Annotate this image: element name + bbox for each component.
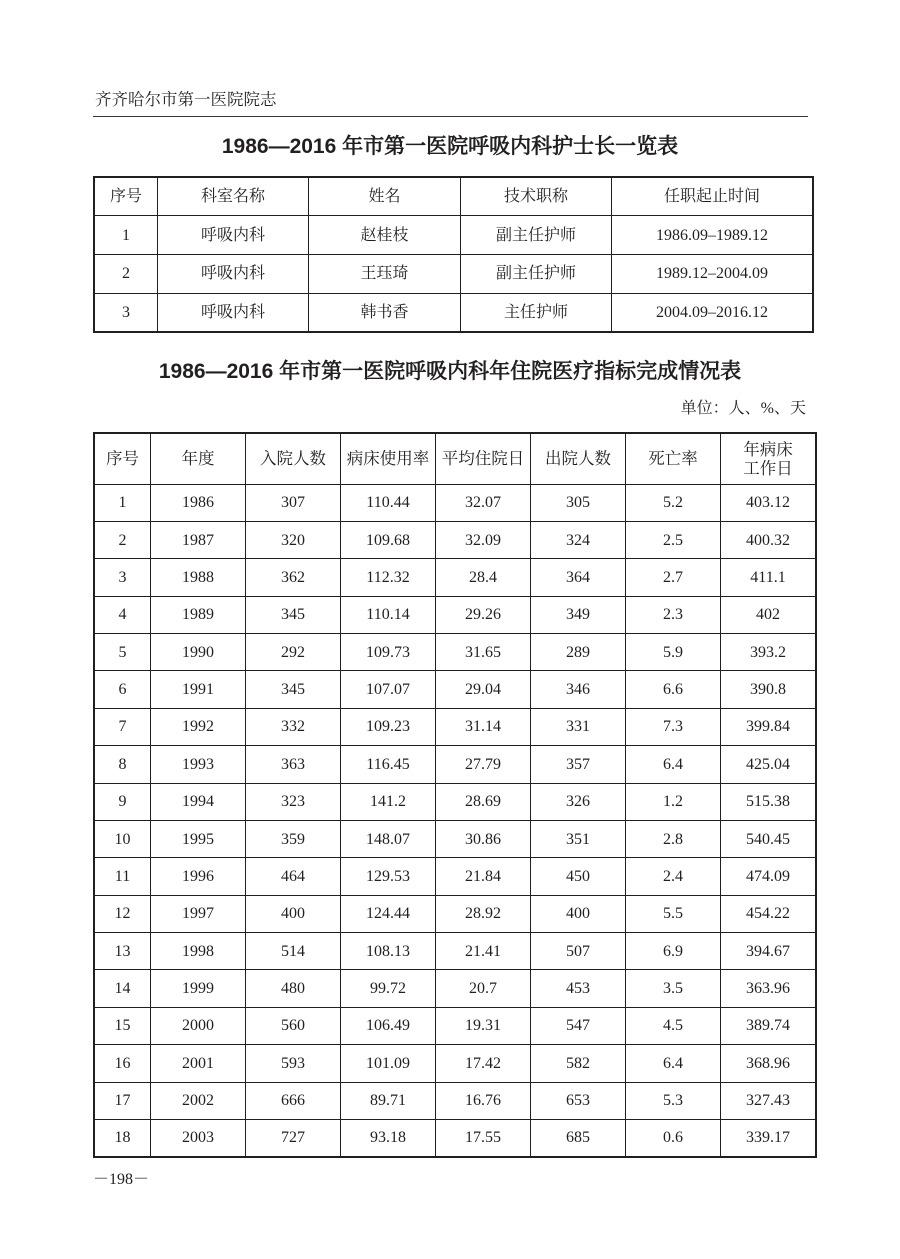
col-header-mortality-rate: 死亡率 (626, 433, 721, 484)
cell-index: 13 (94, 933, 151, 970)
inpatient-indicators-table-title: 1986—2016 年市第一医院呼吸内科年住院医疗指标完成情况表 (158, 360, 742, 383)
cell-admissions: 363 (246, 746, 341, 783)
cell-average-stay: 30.86 (436, 820, 531, 857)
cell-admissions: 666 (246, 1082, 341, 1119)
table-row (94, 484, 816, 521)
cell-bed-working-days: 390.8 (721, 671, 817, 708)
table-row (94, 933, 816, 970)
table-header (94, 433, 816, 484)
cell-year: 1986 (151, 484, 246, 521)
table-row (94, 521, 816, 558)
cell-index: 3 (94, 293, 158, 332)
cell-year: 1989 (151, 596, 246, 633)
cell-bed-occupancy-rate: 106.49 (341, 1007, 436, 1044)
cell-index: 16 (94, 1045, 151, 1082)
cell-admissions: 560 (246, 1007, 341, 1044)
table-row (94, 858, 816, 895)
cell-year: 1990 (151, 634, 246, 671)
cell-bed-occupancy-rate: 99.72 (341, 970, 436, 1007)
col-header-year: 年度 (151, 433, 246, 484)
cell-department: 呼吸内科 (158, 255, 309, 294)
table-row (94, 596, 816, 633)
cell-mortality-rate: 6.6 (626, 671, 721, 708)
cell-index: 8 (94, 746, 151, 783)
head-nurse-table-title: 1986—2016 年市第一医院呼吸内科护士长一览表 (221, 135, 679, 158)
cell-mortality-rate: 1.2 (626, 783, 721, 820)
cell-admissions: 362 (246, 559, 341, 596)
cell-bed-occupancy-rate: 116.45 (341, 746, 436, 783)
cell-admissions: 345 (246, 596, 341, 633)
cell-discharges: 351 (531, 820, 626, 857)
cell-bed-working-days: 339.17 (721, 1119, 817, 1156)
table-row (94, 1007, 816, 1044)
cell-index: 15 (94, 1007, 151, 1044)
cell-average-stay: 17.55 (436, 1119, 531, 1156)
cell-bed-occupancy-rate: 110.14 (341, 596, 436, 633)
cell-discharges: 289 (531, 634, 626, 671)
cell-index: 1 (94, 484, 151, 521)
cell-admissions: 332 (246, 708, 341, 745)
col-header-average-stay: 平均住院日 (436, 433, 531, 484)
table-header (94, 177, 813, 216)
table-row (94, 820, 816, 857)
cell-mortality-rate: 2.3 (626, 596, 721, 633)
cell-average-stay: 28.69 (436, 783, 531, 820)
cell-bed-occupancy-rate: 141.2 (341, 783, 436, 820)
cell-department: 呼吸内科 (158, 293, 309, 332)
cell-bed-occupancy-rate: 89.71 (341, 1082, 436, 1119)
cell-index: 14 (94, 970, 151, 1007)
cell-name: 赵桂枝 (309, 216, 461, 255)
table-body (94, 216, 813, 332)
cell-year: 1987 (151, 521, 246, 558)
cell-index: 2 (94, 521, 151, 558)
cell-discharges: 507 (531, 933, 626, 970)
table-body (94, 484, 816, 1157)
cell-professional-title: 副主任护师 (461, 216, 612, 255)
cell-bed-occupancy-rate: 109.73 (341, 634, 436, 671)
table-row (94, 783, 816, 820)
cell-index: 3 (94, 559, 151, 596)
cell-name: 王珏琦 (309, 255, 461, 294)
cell-admissions: 464 (246, 858, 341, 895)
col-header-discharges: 出院人数 (531, 433, 626, 484)
table-header-row (94, 433, 816, 484)
table-row (94, 1082, 816, 1119)
table-row (94, 746, 816, 783)
cell-year: 1996 (151, 858, 246, 895)
cell-mortality-rate: 4.5 (626, 1007, 721, 1044)
cell-bed-occupancy-rate: 108.13 (341, 933, 436, 970)
cell-bed-occupancy-rate: 124.44 (341, 895, 436, 932)
cell-discharges: 324 (531, 521, 626, 558)
table-row (94, 970, 816, 1007)
cell-bed-working-days: 402 (721, 596, 817, 633)
head-nurse-table (93, 176, 814, 333)
cell-bed-occupancy-rate: 110.44 (341, 484, 436, 521)
cell-year: 1995 (151, 820, 246, 857)
cell-index: 9 (94, 783, 151, 820)
cell-discharges: 453 (531, 970, 626, 1007)
col-header-index: 序号 (94, 177, 158, 216)
cell-discharges: 305 (531, 484, 626, 521)
cell-mortality-rate: 6.4 (626, 1045, 721, 1082)
cell-admissions: 345 (246, 671, 341, 708)
cell-admissions: 514 (246, 933, 341, 970)
table-row (94, 895, 816, 932)
table-row (94, 1119, 816, 1156)
cell-admissions: 359 (246, 820, 341, 857)
cell-bed-working-days: 363.96 (721, 970, 817, 1007)
col-header-bed-working-days: 年病床 工作日 (721, 433, 817, 484)
cell-admissions: 400 (246, 895, 341, 932)
cell-index: 7 (94, 708, 151, 745)
cell-year: 1991 (151, 671, 246, 708)
cell-average-stay: 32.07 (436, 484, 531, 521)
cell-name: 韩书香 (309, 293, 461, 332)
cell-bed-working-days: 515.38 (721, 783, 817, 820)
cell-discharges: 582 (531, 1045, 626, 1082)
col-header-department: 科室名称 (158, 177, 309, 216)
cell-year: 1988 (151, 559, 246, 596)
header-rule (93, 116, 808, 117)
cell-mortality-rate: 2.8 (626, 820, 721, 857)
cell-index: 4 (94, 596, 151, 633)
cell-mortality-rate: 2.4 (626, 858, 721, 895)
cell-index: 5 (94, 634, 151, 671)
cell-average-stay: 27.79 (436, 746, 531, 783)
cell-bed-working-days: 454.22 (721, 895, 817, 932)
cell-year: 1994 (151, 783, 246, 820)
cell-bed-working-days: 474.09 (721, 858, 817, 895)
cell-index: 6 (94, 671, 151, 708)
cell-mortality-rate: 5.2 (626, 484, 721, 521)
cell-bed-working-days: 403.12 (721, 484, 817, 521)
cell-average-stay: 28.92 (436, 895, 531, 932)
cell-index: 17 (94, 1082, 151, 1119)
cell-discharges: 326 (531, 783, 626, 820)
cell-bed-occupancy-rate: 148.07 (341, 820, 436, 857)
cell-admissions: 292 (246, 634, 341, 671)
cell-admissions: 320 (246, 521, 341, 558)
cell-discharges: 450 (531, 858, 626, 895)
table-row (94, 216, 813, 255)
cell-discharges: 346 (531, 671, 626, 708)
cell-bed-occupancy-rate: 129.53 (341, 858, 436, 895)
cell-average-stay: 31.14 (436, 708, 531, 745)
cell-mortality-rate: 2.5 (626, 521, 721, 558)
cell-year: 1992 (151, 708, 246, 745)
cell-mortality-rate: 0.6 (626, 1119, 721, 1156)
cell-bed-occupancy-rate: 93.18 (341, 1119, 436, 1156)
cell-mortality-rate: 3.5 (626, 970, 721, 1007)
cell-mortality-rate: 5.5 (626, 895, 721, 932)
table-row (94, 708, 816, 745)
cell-average-stay: 19.31 (436, 1007, 531, 1044)
cell-admissions: 593 (246, 1045, 341, 1082)
cell-bed-working-days: 394.67 (721, 933, 817, 970)
cell-average-stay: 21.84 (436, 858, 531, 895)
cell-mortality-rate: 5.3 (626, 1082, 721, 1119)
cell-index: 1 (94, 216, 158, 255)
cell-index: 18 (94, 1119, 151, 1156)
cell-bed-working-days: 393.2 (721, 634, 817, 671)
cell-mortality-rate: 5.9 (626, 634, 721, 671)
cell-bed-occupancy-rate: 101.09 (341, 1045, 436, 1082)
cell-professional-title: 副主任护师 (461, 255, 612, 294)
cell-admissions: 727 (246, 1119, 341, 1156)
cell-year: 1997 (151, 895, 246, 932)
table-header-row (94, 177, 813, 216)
cell-bed-working-days: 411.1 (721, 559, 817, 596)
cell-average-stay: 29.26 (436, 596, 531, 633)
cell-bed-working-days: 540.45 (721, 820, 817, 857)
cell-year: 2001 (151, 1045, 246, 1082)
cell-bed-occupancy-rate: 112.32 (341, 559, 436, 596)
cell-mortality-rate: 2.7 (626, 559, 721, 596)
cell-bed-occupancy-rate: 109.68 (341, 521, 436, 558)
cell-bed-working-days: 327.43 (721, 1082, 817, 1119)
col-header-index: 序号 (94, 433, 151, 484)
cell-average-stay: 29.04 (436, 671, 531, 708)
cell-average-stay: 28.4 (436, 559, 531, 596)
col-header-tenure: 任职起止时间 (612, 177, 814, 216)
cell-bed-occupancy-rate: 107.07 (341, 671, 436, 708)
cell-tenure: 1986.09–1989.12 (612, 216, 814, 255)
cell-average-stay: 31.65 (436, 634, 531, 671)
cell-discharges: 364 (531, 559, 626, 596)
cell-average-stay: 21.41 (436, 933, 531, 970)
cell-index: 11 (94, 858, 151, 895)
cell-admissions: 480 (246, 970, 341, 1007)
cell-year: 1993 (151, 746, 246, 783)
cell-bed-working-days: 399.84 (721, 708, 817, 745)
cell-bed-working-days: 425.04 (721, 746, 817, 783)
cell-year: 2000 (151, 1007, 246, 1044)
cell-discharges: 349 (531, 596, 626, 633)
cell-discharges: 400 (531, 895, 626, 932)
cell-department: 呼吸内科 (158, 216, 309, 255)
cell-mortality-rate: 6.9 (626, 933, 721, 970)
cell-year: 1999 (151, 970, 246, 1007)
cell-average-stay: 20.7 (436, 970, 531, 1007)
cell-bed-working-days: 400.32 (721, 521, 817, 558)
cell-index: 10 (94, 820, 151, 857)
table-row (94, 293, 813, 332)
table-row (94, 671, 816, 708)
cell-admissions: 323 (246, 783, 341, 820)
cell-index: 2 (94, 255, 158, 294)
cell-tenure: 2004.09–2016.12 (612, 293, 814, 332)
cell-discharges: 547 (531, 1007, 626, 1044)
cell-tenure: 1989.12–2004.09 (612, 255, 814, 294)
cell-admissions: 307 (246, 484, 341, 521)
col-header-bed-occupancy-rate: 病床使用率 (341, 433, 436, 484)
cell-bed-occupancy-rate: 109.23 (341, 708, 436, 745)
cell-discharges: 653 (531, 1082, 626, 1119)
col-header-name: 姓名 (309, 177, 461, 216)
cell-discharges: 331 (531, 708, 626, 745)
cell-average-stay: 16.76 (436, 1082, 531, 1119)
cell-year: 2003 (151, 1119, 246, 1156)
col-header-admissions: 入院人数 (246, 433, 341, 484)
cell-bed-working-days: 368.96 (721, 1045, 817, 1082)
cell-average-stay: 17.42 (436, 1045, 531, 1082)
cell-professional-title: 主任护师 (461, 293, 612, 332)
unit-note: 单位：人、%、天 (680, 400, 806, 417)
cell-average-stay: 32.09 (436, 521, 531, 558)
cell-mortality-rate: 7.3 (626, 708, 721, 745)
cell-mortality-rate: 6.4 (626, 746, 721, 783)
table-row (94, 1045, 816, 1082)
table-row (94, 634, 816, 671)
cell-discharges: 685 (531, 1119, 626, 1156)
cell-discharges: 357 (531, 746, 626, 783)
cell-bed-working-days: 389.74 (721, 1007, 817, 1044)
inpatient-indicators-table (93, 432, 817, 1158)
cell-year: 1998 (151, 933, 246, 970)
table-row (94, 559, 816, 596)
col-header-professional-title: 技术职称 (461, 177, 612, 216)
page-number: －198－ (93, 1171, 150, 1188)
running-header: 齐齐哈尔市第一医院院志 (95, 91, 277, 109)
cell-year: 2002 (151, 1082, 246, 1119)
cell-index: 12 (94, 895, 151, 932)
table-row (94, 255, 813, 294)
